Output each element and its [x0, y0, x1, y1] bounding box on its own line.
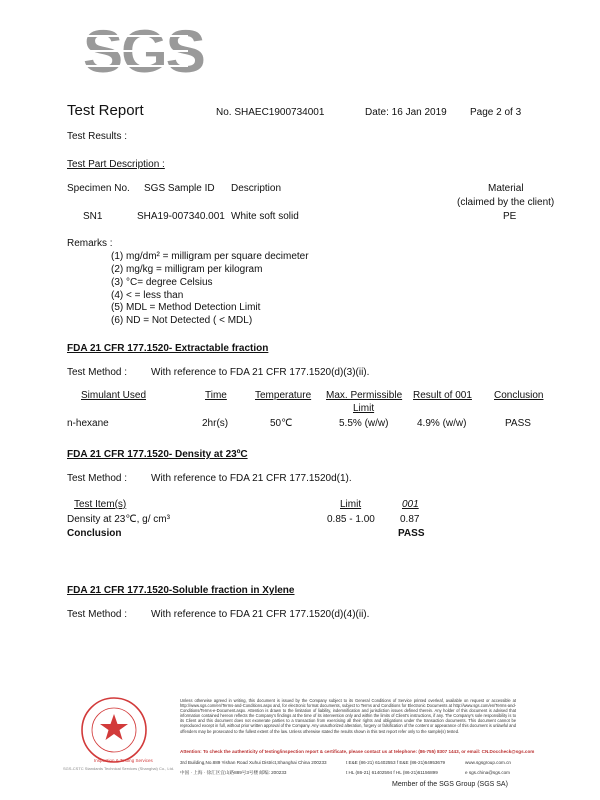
remark-item: (5) MDL = Method Detection Limit: [111, 302, 261, 313]
section3-heading: FDA 21 CFR 177.1520-Soluble fraction in Xylene: [67, 585, 295, 596]
seal-text: Inspection & Testing Services: [94, 758, 153, 763]
section2-heading: FDA 21 CFR 177.1520- Density at 23ºC: [67, 449, 248, 460]
section3-method-label: Test Method :: [67, 609, 128, 620]
s1-row-time: 2hr(s): [202, 418, 229, 429]
remarks-label: Remarks :: [67, 238, 113, 249]
s1-col-temperature: Temperature: [255, 390, 312, 401]
remark-item: (2) mg/kg = milligram per kilogram: [111, 264, 263, 275]
remark-item: (3) °C= degree Celsius: [111, 277, 213, 288]
col-sgs-sample-id: SGS Sample ID: [144, 183, 215, 194]
s2-conclusion-label: Conclusion: [67, 528, 122, 539]
remark-item: (6) ND = Not Detected ( < MDL): [111, 315, 253, 326]
section2-method-label: Test Method :: [67, 473, 128, 484]
footer-tel-cn: t HL (86-21) 61402594 f HL (86-21)61156899: [346, 770, 438, 775]
col-description: Description: [231, 183, 282, 194]
s1-col-limit-2: Limit: [353, 403, 375, 414]
s1-row-simulant: n-hexane: [67, 418, 109, 429]
s2-row-item: Density at 23℃, g/ cm³: [67, 514, 170, 525]
report-number: No. SHAEC1900734001: [216, 107, 325, 118]
footer-address-en: 3rd Building,No.889 Yishan Road Xuhui District,Shanghai China 200233: [180, 760, 327, 765]
sgs-logo-text: SGS: [83, 18, 204, 85]
s2-conclusion-value: PASS: [398, 528, 425, 539]
section2-method-text: With reference to FDA 21 CFR 177.1520d(1).: [151, 473, 352, 484]
section1-heading: FDA 21 CFR 177.1520- Extractable fraction: [67, 343, 269, 354]
footer-web: www.sgsgroup.com.cn: [465, 760, 511, 765]
member-line: Member of the SGS Group (SGS SA): [392, 781, 508, 788]
page-indicator: Page 2 of 3: [470, 107, 522, 118]
s1-row-limit: 5.5% (w/w): [339, 418, 389, 429]
col-specimen-no: Specimen No.: [67, 183, 130, 194]
footer-attention: Attention: To check the authenticity of testing/inspection report & certificate, please contact us at telephone: (86-755) 8307 1443, or email: CN.Doccheck@sgs.com: [180, 749, 535, 754]
col-material: Material: [488, 183, 524, 194]
col-material-note: (claimed by the client): [457, 197, 555, 208]
s2-row-limit: 0.85 - 1.00: [327, 514, 375, 525]
company-seal-icon: [80, 696, 148, 764]
row-description: White soft solid: [231, 211, 299, 222]
s1-col-limit: Max. Permissible: [326, 390, 403, 401]
s2-col-001: 001: [402, 499, 419, 510]
s1-col-simulant: Simulant Used: [81, 390, 147, 401]
s2-col-item: Test Item(s): [74, 499, 127, 510]
s1-col-time: Time: [205, 390, 227, 401]
footer-email: e sgs.china@sgs.com: [465, 770, 511, 775]
remark-item: (4) < = less than: [111, 290, 184, 301]
footer-address-cn: 中国 · 上海 · 徐汇区宜山路889号3号楼 邮编: 200233: [180, 770, 287, 775]
report-date: Date: 16 Jan 2019: [365, 107, 447, 118]
part-description-heading: Test Part Description :: [67, 159, 165, 170]
s1-row-conclusion: PASS: [505, 418, 531, 429]
row-sample-id: SHA19-007340.001: [137, 211, 225, 222]
s2-row-value: 0.87: [400, 514, 420, 525]
s2-col-limit: Limit: [340, 499, 362, 510]
row-material: PE: [503, 211, 517, 222]
section1-method-text: With reference to FDA 21 CFR 177.1520(d)(3)(ii).: [151, 367, 370, 378]
row-specimen: SN1: [83, 211, 103, 222]
sgs-logo: [83, 18, 204, 85]
section3-method-text: With reference to FDA 21 CFR 177.1520(d)(4)(ii).: [151, 609, 370, 620]
footer-disclaimer: Unless otherwise agreed in writing, this document is issued by the Company subject to its General Conditions of Service printed overleaf, available on request or accessible at http://www.sgs.com/en/Terms-and-Conditions.aspx and, for electronic format documents, subject to Terms and Conditions for Electronic Documents at http://www.sgs.com/en/Terms-and-Conditions/Terms-e-Document.aspx. Attention is drawn to the limitation of liability, indemnification and jurisdiction issues defined therein. Any holder of this document is advised that information contained hereon reflects the Company's findings at the time of its intervention only and within the limits of Client's instructions, if any. The Company's sole responsibility is to its Client and this document does not exonerate parties to a transaction from exercising all their rights and obligations under the transaction documents. This document cannot be reproduced except in full, without prior written approval of the Company. Any unauthorized alteration, forgery or falsification of the content or appearance of this document is unlawful and offenders may be prosecuted to the fullest extent of the law. Unless otherwise stated the results shown in this test report refer only to the sample(s) tested.: [180, 698, 516, 734]
footer-tel-en: t E&E (86-21) 61402553 f E&E (86-21)64953679: [346, 760, 446, 765]
s1-col-conclusion: Conclusion: [494, 390, 544, 401]
section1-method-label: Test Method :: [67, 367, 128, 378]
test-results-label: Test Results :: [67, 131, 128, 142]
s1-row-temperature: 50℃: [270, 418, 293, 429]
s1-row-result: 4.9% (w/w): [417, 418, 467, 429]
s1-col-result: Result of 001: [413, 390, 472, 401]
remark-item: (1) mg/dm² = milligram per square decimeter: [111, 251, 309, 262]
report-title: Test Report: [67, 102, 144, 119]
seal-left-text: SGS-CSTC Standards Technical Services (Shanghai) Co., Ltd.: [63, 766, 175, 771]
